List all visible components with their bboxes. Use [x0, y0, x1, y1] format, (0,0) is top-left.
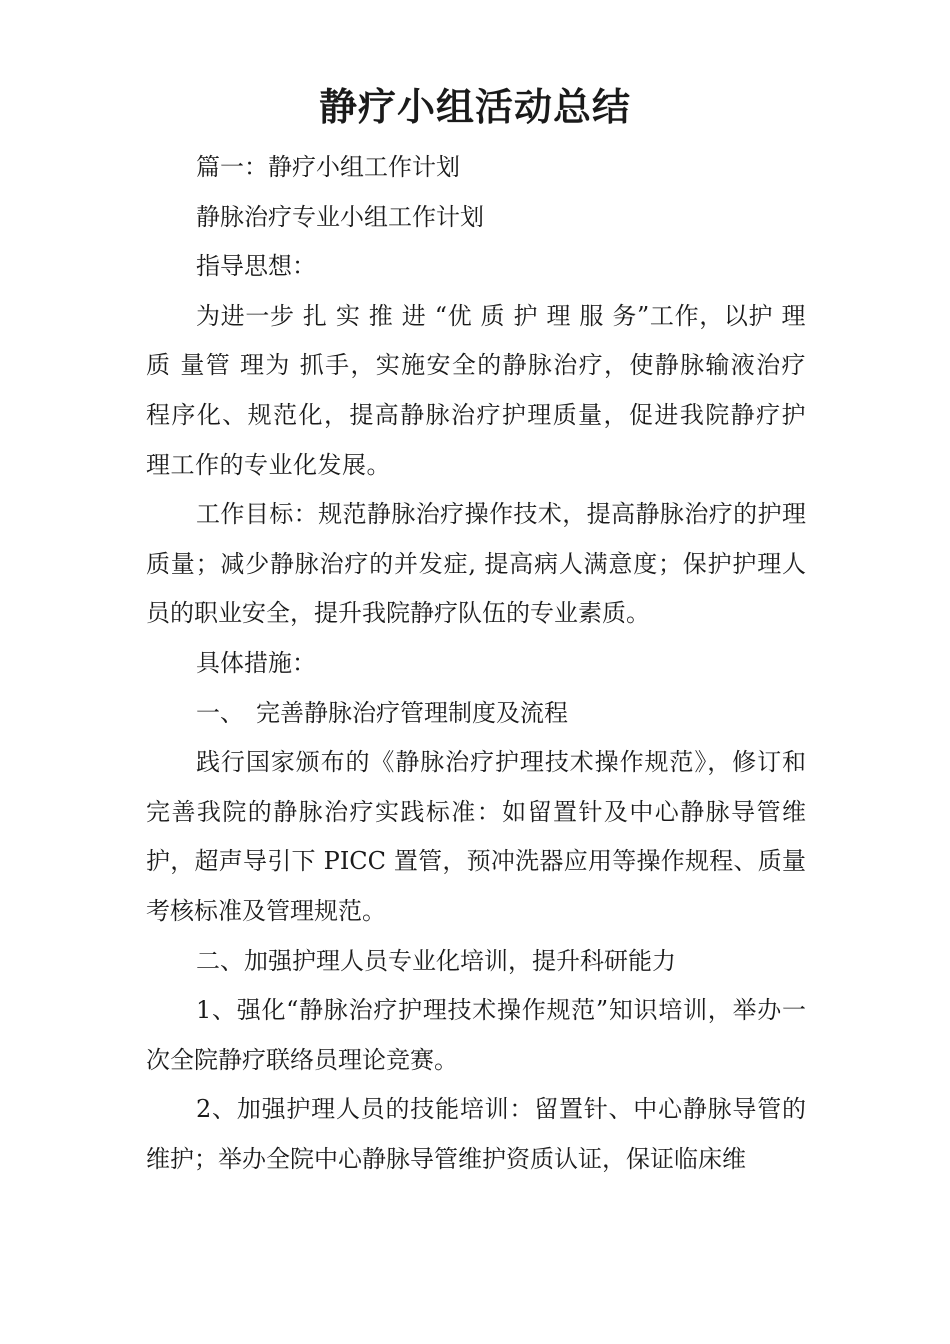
paragraph-section-heading: 篇一：静疗小组工作计划	[196, 153, 460, 181]
paragraph-item-2: 2、加强护理人员的技能培训：留置针、中心静脉导管的维护；举办全院中心静脉导管维护资质认证，保证临床维	[146, 1095, 806, 1173]
paragraph-measures-label: 具体措施：	[196, 648, 316, 677]
paragraph-plan-title: 静脉治疗专业小组工作计划	[196, 202, 484, 231]
paragraph-work-goal: 工作目标：规范静脉治疗操作技术，提高静脉治疗的护理质量；减少静脉治疗的并发症, 提高病人满意度；保护护理人员的职业安全，提升我院静疗队伍的专业素质。	[146, 500, 806, 628]
paragraph-measure-two: 二、加强护理人员专业化培训，提升科研能力	[196, 946, 676, 975]
paragraph-guiding-idea-label: 指导思想：	[196, 252, 316, 281]
paragraph-guiding-idea: 为进一步 扎 实 推 进 “优 质 护 理 服 务”工作，以护 理 质 量管 理为 抓手，实施安全的静脉治疗，使静脉输液治疗程序化、规范化，提高静脉治疗护理质量，促进我院静疗护理工作的专业化发展。	[146, 301, 806, 479]
paragraph-measure-one-detail: 践行国家颁布的《静脉治疗护理技术操作规范》，修订和完善我院的静脉治疗实践标准：如留置针及中心静脉导管维护，超声导引下 PICC 置管，预冲洗器应用等操作规程、质量考核标准及管理规范。	[146, 748, 806, 925]
document-title: 静疗小组活动总结	[318, 85, 631, 129]
paragraph-item-1: 1、强化“静脉治疗护理技术操作规范”知识培训，举办一次全院静疗联络员理论竞赛。	[146, 996, 806, 1074]
paragraph-measure-one: 一、 完善静脉治疗管理制度及流程	[196, 698, 568, 727]
document-body	[146, 143, 806, 1184]
